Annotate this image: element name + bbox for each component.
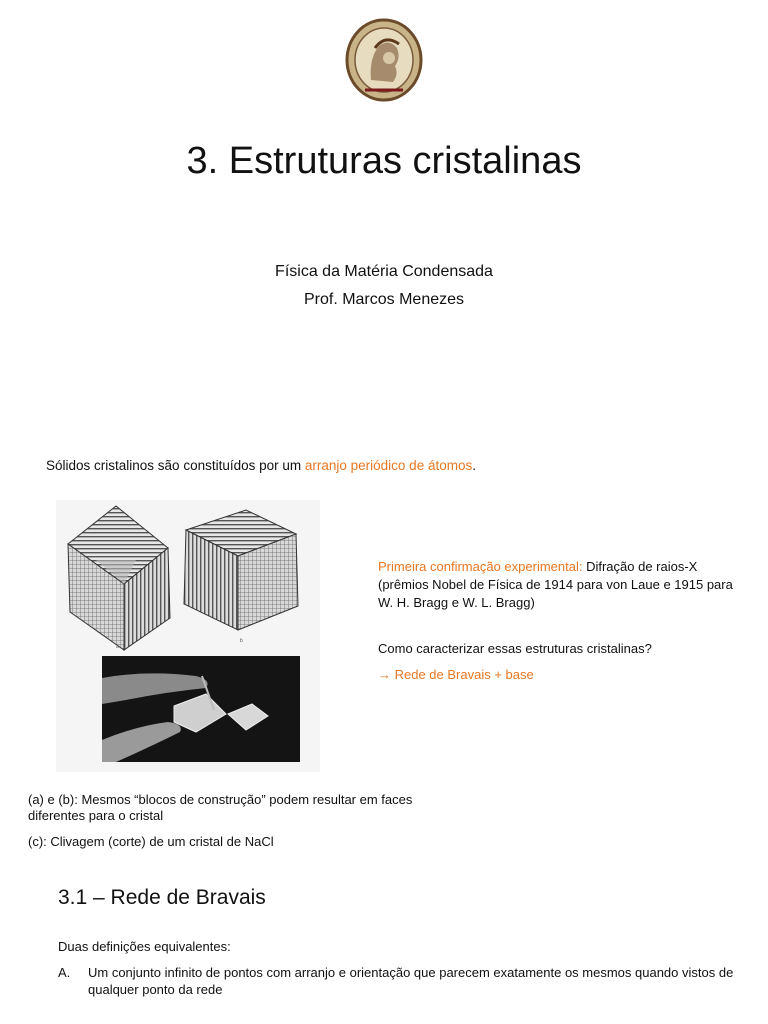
caption-ab: (a) e (b): Mesmos “blocos de construção” podem resultar em faces diferentes para o cristal [28,792,413,823]
definition-item-a [58,964,748,998]
confirmation-text: Difração de raios-X (prêmios Nobel de Física de 1914 para von Laue e 1915 para W. H. Bragg e W. L. Bragg) [378,559,733,610]
crystal-figure [56,500,320,772]
definitions-intro: Duas definições equivalentes: [58,939,231,954]
course-name: Física da Matéria Condensada [275,263,493,280]
question-text: Como caracterizar essas estruturas cristalinas? [378,641,652,656]
page-title: 3. Estruturas cristalinas [186,140,582,182]
subtitle-block [0,258,768,314]
confirmation-label: Primeira confirmação experimental: [378,559,583,574]
confirmation-paragraph [378,558,748,612]
intro-highlight: arranjo periódico de átomos [304,458,473,473]
intro-text: Sólidos cristalinos são constituídos por um [46,458,305,473]
university-seal-icon [345,18,423,102]
svg-text:b: b [240,638,243,644]
svg-text:a: a [116,644,119,650]
section-heading: 3.1 – Rede de Bravais [58,886,266,909]
crystal-model-b [184,510,298,630]
intro-end: . [472,458,476,473]
answer-text: → Rede de Bravais + base [378,667,534,682]
item-text: Um conjunto infinito de pontos com arranjo e orientação que parecem exatamente os mesmos quando vistos de qualquer ponto da rede [88,965,734,997]
nacl-cleavage-photo [102,656,300,762]
professor-name: Prof. Marcos Menezes [303,291,465,308]
caption-c: (c): Clivagem (corte) de um cristal de NaCl [28,834,274,849]
intro-paragraph [46,458,476,473]
item-letter: A. [58,965,71,980]
figure-caption [28,792,428,860]
right-column [378,558,748,684]
